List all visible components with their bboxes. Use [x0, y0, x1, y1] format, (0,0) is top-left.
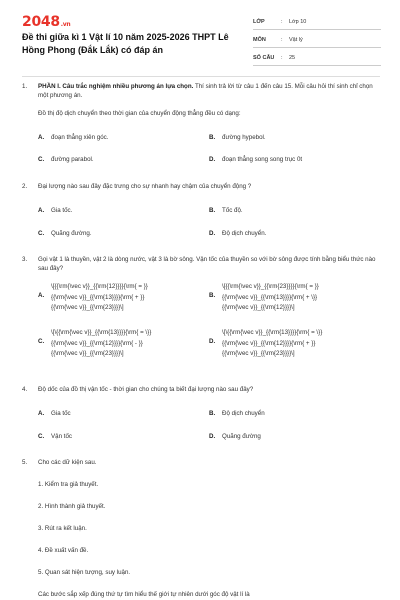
logo-main: 2048 — [22, 14, 60, 30]
answer-option-a[interactable] — [38, 133, 108, 142]
list-item: 3. Rút ra kết luận. — [38, 525, 87, 532]
info-value: Vật lý — [289, 36, 303, 43]
option-formula: \[{{\rm{\vec v}}_{{\rm{23}}}}{\rm{ = }} {{\rm{\vec v}}_{{\rm{13}}}}{\rm{ + \}} {{\rm{\vec v}}_{{\rm{12}}}}\] — [222, 283, 319, 311]
question-prompt: Đồ thị độ dịch chuyển theo thời gian của chuyển động thẳng đều có dạng: — [38, 110, 241, 117]
list-item: 1. Kiểm tra giả thuyết. — [38, 481, 99, 488]
option-text: Gia tốc — [51, 410, 71, 417]
info-key: SỐ CÂU — [253, 54, 275, 61]
option-text: đường parabol. — [51, 156, 94, 163]
option-text: đường hypebol. — [222, 134, 266, 141]
info-row-subject: MÔN : Vật lý — [253, 32, 381, 48]
part-label: PHẦN I. Câu trắc nghiệm nhiều phương án lựa chọn. — [38, 83, 194, 90]
option-text: Gia tốc. — [51, 207, 73, 214]
answer-option-a[interactable] — [38, 206, 72, 215]
answer-option-c[interactable] — [38, 155, 94, 164]
option-formula: \[\{{\rm{\vec v}}_{{\rm{13}}}}{\rm{ = \}} {{\rm{\vec v}}_{{\rm{12}}}}{\rm{ - }} {{\rm{\vec v}}_{{\rm{23}}}}\] — [51, 329, 152, 357]
info-key: LỚP — [253, 18, 265, 25]
option-label: C. — [38, 230, 45, 237]
info-key: MÔN — [253, 36, 266, 43]
answer-option-b[interactable] — [209, 206, 243, 215]
option-label: C. — [38, 433, 45, 440]
logo-suffix: .vn — [60, 21, 71, 28]
answer-option-a[interactable] — [38, 409, 71, 418]
option-text: Tốc độ. — [222, 207, 243, 214]
document-title: Đề thi giữa kì 1 Vật lí 10 năm 2025-2026 THPT Lê Hồng Phong (Đắk Lắk) có đáp án — [22, 32, 229, 55]
answer-option-b[interactable] — [209, 282, 319, 314]
answer-option-c[interactable] — [38, 328, 151, 360]
option-text: Vận tốc — [51, 433, 72, 440]
option-label: C. — [38, 338, 45, 345]
option-text: Quãng đường. — [51, 230, 92, 237]
answer-option-d[interactable] — [209, 229, 266, 238]
question-number: 5. — [22, 459, 28, 466]
option-formula: \[{{\rm{\vec v}}_{{\rm{12}}}}{\rm{ = }} {{\rm{\vec v}}_{{\rm{13}}}}{\rm{ + }} {{\rm{\vec v}}_{{\rm{23}}}}\] — [51, 283, 148, 311]
option-formula: \[\{{\rm{\vec v}}_{{\rm{13}}}}{\rm{ = \}} {{\rm{\vec v}}_{{\rm{12}}}}{\rm{ + }} {{\rm{\vec v}}_{{\rm{23}}}}\] — [222, 329, 323, 357]
info-row-question-count: SỐ CÂU : 25 — [253, 50, 381, 66]
answer-option-b[interactable] — [209, 133, 266, 142]
answer-option-c[interactable] — [38, 229, 92, 238]
question-text — [38, 82, 378, 100]
answer-option-b[interactable] — [209, 409, 265, 418]
question-prompt: Độ dốc của đồ thị vận tốc - thời gian cho chúng ta biết đại lượng nào sau đây? — [38, 386, 254, 393]
question-prompt: Cho các dữ kiện sau. — [38, 459, 97, 466]
option-label: B. — [209, 410, 216, 417]
option-label: B. — [209, 134, 216, 141]
info-panel — [253, 14, 381, 68]
list-item: 2. Hình thành giả thuyết. — [38, 503, 106, 510]
option-text: Độ dịch chuyển — [222, 410, 265, 417]
question-prompt: Gọi vật 1 là thuyền, vật 2 là dòng nước, vật 3 là bờ sông. Vận tốc của thuyền so với bờ sông được tính bằng biểu thức nào sau đây? — [38, 256, 376, 272]
option-label: D. — [209, 156, 216, 163]
site-logo[interactable] — [22, 14, 70, 30]
info-value: Lớp 10 — [289, 18, 307, 25]
option-label: B. — [209, 207, 216, 214]
option-label: C. — [38, 156, 45, 163]
option-label: D. — [209, 230, 216, 237]
option-text: Độ dịch chuyển. — [222, 230, 267, 237]
answer-option-c[interactable] — [38, 432, 72, 441]
header-divider — [22, 76, 380, 77]
answer-option-d[interactable] — [209, 155, 302, 164]
part-instructions: Thí sinh trả lời từ câu 1 đến câu 15. Mỗi câu hỏi thí sinh chỉ chọn một phương án. — [38, 83, 373, 99]
question-prompt: Đại lượng nào sau đây đặc trưng cho sự nhanh hay chậm của chuyển động ? — [38, 183, 252, 190]
option-label: A. — [38, 410, 45, 417]
answer-option-a[interactable] — [38, 282, 148, 314]
option-text: Quãng đường — [222, 433, 261, 440]
question-tail-text: Các bước sắp xếp đúng thứ tự tìm hiểu thế giới tự nhiên dưới góc độ vật lí là — [38, 591, 250, 598]
question-number: 3. — [22, 256, 28, 263]
answer-option-d[interactable] — [209, 328, 322, 360]
option-label: A. — [38, 292, 45, 299]
question-number: 4. — [22, 386, 28, 393]
option-label: B. — [209, 292, 216, 299]
page-header — [0, 0, 400, 74]
question-number: 2. — [22, 183, 28, 190]
info-value: 25 — [289, 54, 296, 61]
option-label: D. — [209, 433, 216, 440]
option-label: D. — [209, 338, 216, 345]
info-row-class: LỚP : Lớp 10 — [253, 14, 381, 30]
option-text: đoạn thẳng xiên góc. — [51, 134, 109, 141]
question-number: 1. — [22, 83, 28, 90]
option-label: A. — [38, 134, 45, 141]
answer-option-d[interactable] — [209, 432, 261, 441]
list-item: 4. Đề xuất vấn đề. — [38, 547, 89, 554]
option-label: A. — [38, 207, 45, 214]
list-item: 5. Quan sát hiện tượng, suy luận. — [38, 569, 131, 576]
option-text: đoạn thẳng song song trục 0t — [222, 156, 303, 163]
